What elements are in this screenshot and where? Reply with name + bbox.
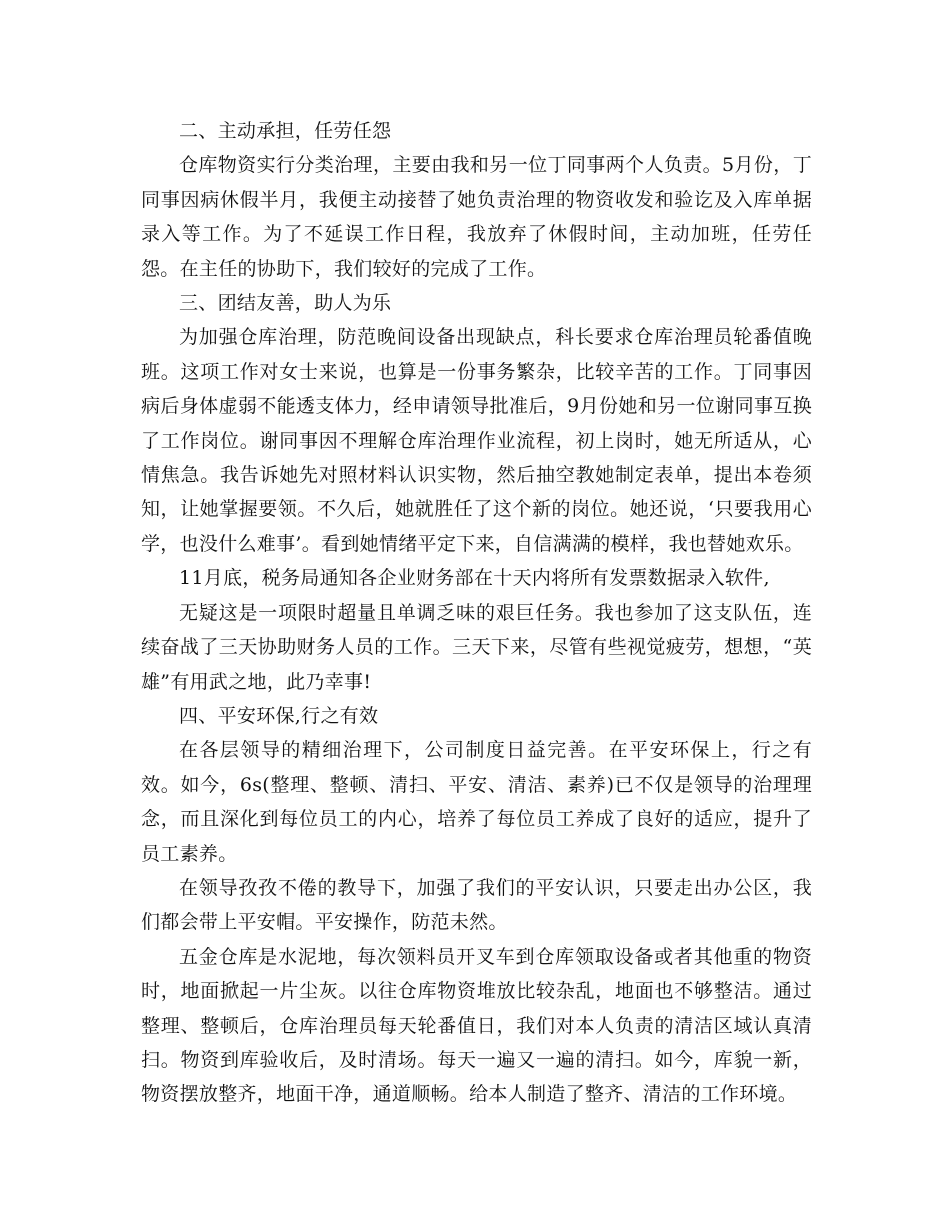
body-paragraph: 仓库物资实行分类治理，主要由我和另一位丁同事两个人负责。5月份，丁同事因病休假半月，我便主动接替了她负责治理的物资收发和验讫及入库单据录入等工作。为了不延误工作日程，我放弃了休假时间，主动加班，任劳任怨。在主任的协助下，我们较好的完成了工作。 bbox=[141, 154, 812, 280]
section-heading-3: 三、团结友善，助人为乐 bbox=[179, 292, 392, 315]
body-paragraph: 11月底，税务局通知各企业财务部在十天内将所有发票数据录入软件, bbox=[179, 567, 770, 590]
body-paragraph: 在各层领导的精细治理下，公司制度日益完善。在平安环保上，行之有效。如今，6s(整理、整顿、清扫、平安、清洁、素养)已不仅是领导的治理理念，而且深化到每位员工的内心，培养了每位员工养成了良好的适应，提升了员工素养。 bbox=[141, 739, 812, 865]
body-paragraph: 为加强仓库治理，防范晚间设备出现缺点，科长要求仓库治理员轮番值晚班。这项工作对女士来说，也算是一份事务繁杂，比较辛苦的工作。丁同事因病后身体虚弱不能透支体力，经申请领导批准后，9月份她和另一位谢同事互换了工作岗位。谢同事因不理解仓库治理作业流程，初上岗时，她无所适从，心情焦急。我告诉她先对照材料认识实物，然后抽空教她制定表单，提出本卷须知，让她掌握要领。不久后，她就胜任了这个新的岗位。她还说，‘只要我用心学，也没什么难事’。看到她情绪平定下来，自信满满的模样，我也替她欢乐。 bbox=[141, 326, 812, 555]
section-heading-2: 二、主动承担，任劳任怨 bbox=[179, 120, 392, 142]
body-paragraph: 五金仓库是水泥地，每次领料员开叉车到仓库领取设备或者其他重的物资时，地面掀起一片尘灰。以往仓库物资堆放比较杂乱，地面也不够整洁。通过整理、整顿后，仓库治理员每天轮番值日，我们对本人负责的清洁区域认真清扫。物资到库验收后，及时清场。每天一遍又一遍的清扫。如今，库貌一新，物资摆放整齐，地面干净，通道顺畅。给本人制造了整齐、清洁的工作环境。 bbox=[141, 945, 812, 1106]
body-paragraph: 无疑这是一项限时超量且单调乏味的艰巨任务。我也参加了这支队伍，连续奋战了三天协助财务人员的工作。三天下来，尽管有些视觉疲劳，想想，“英雄”有用武之地，此乃幸事! bbox=[141, 601, 812, 693]
body-paragraph: 在领导孜孜不倦的教导下，加强了我们的平安认识，只要走出办公区，我们都会带上平安帽。平安操作，防范未然。 bbox=[141, 876, 812, 934]
section-heading-4: 四、平安环保,行之有效 bbox=[179, 704, 379, 727]
